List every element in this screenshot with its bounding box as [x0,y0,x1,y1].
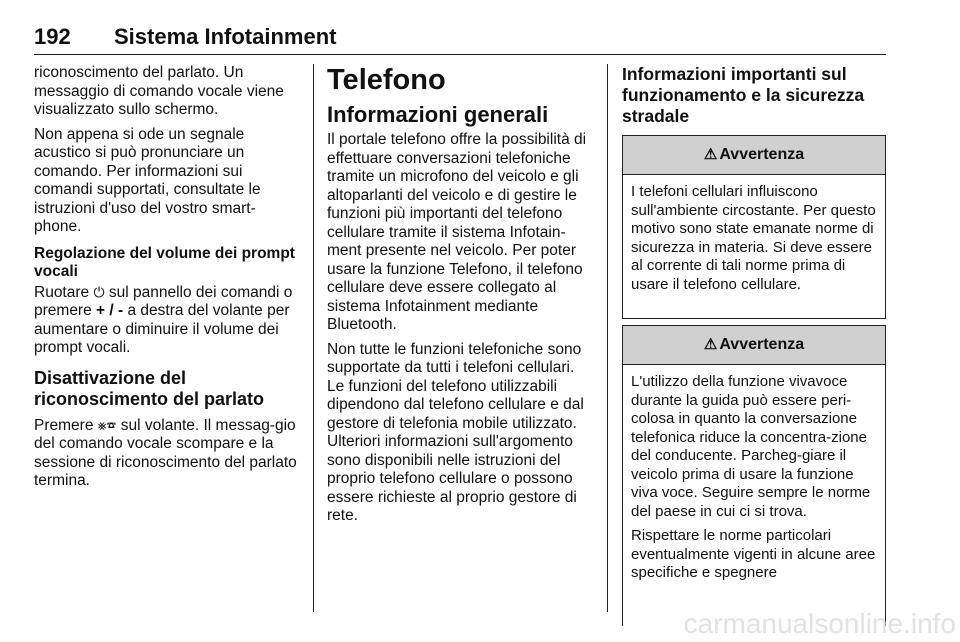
text: a destra del volante per aumentare o diminuire il volume dei prompt vocali. [34,302,290,356]
column-left [34,64,299,497]
paragraph: riconoscimento del parlato. Un messaggio di comando vocale viene visualizzato sullo schermo. [34,64,284,118]
warning-triangle-icon: ⚠ [703,146,718,163]
paragraph: Non appena si ode un segnale acustico si può pronunciare un comando. Per informazioni sui comandi supportati, consultate le istruzioni d'uso del vostro smart-phone. [34,125,261,235]
text: Ruotare [34,283,90,301]
column-divider [313,64,314,612]
page-number: 192 [34,24,71,49]
column-right [622,64,886,129]
warning-text: L'utilizzo della funzione vivavoce durante la guida può essere peri-colosa in quanto la conversazione telefonica riduce la concentra-zione del conducente. Parcheg-giare il veicolo prima di usare la funzione viva voce. Seguire sempre le norme del paese in cui ci si trova. [631,373,871,520]
warning-body [623,175,885,306]
section-subtitle: Informazioni generali [327,102,549,127]
warning-label: Avvertenza [719,146,805,163]
section-title: Sistema Infotainment [114,24,337,49]
warning-box [622,135,886,319]
subheading-disable: Disattivazione del riconoscimento del parlato [34,367,265,409]
paragraph: Non tutte le funzioni telefoniche sono supportate da tutti i telefoni cellulari. Le funzioni del telefono utilizzabili dipendono dal telefono cellulare e dal gestore di telefonia mobile utilizzato. Ulteriori informazioni sull'argomento sono disponibili nelle istruzioni del proprio telefono cellulare o possono essere richieste al proprio gestore di rete. [327,340,584,524]
warning-header [623,326,885,365]
paragraph: Il portale telefono offre la possibilità di effettuare conversazioni telefoniche tramite un microfono del veicolo e gli altoparlanti del veicolo e di gestire le funzioni più importanti del telefono cellulare tramite il sistema Infotain-ment presente nel veicolo. Per poter usare la funzione Telefono, il telefono cellulare deve essere collegato al sistema Infotainment mediante Bluetooth. [327,131,587,333]
subheading-safety: Informazioni importanti sul funzionamento e la sicurezza stradale [622,64,865,126]
warning-box [622,325,886,626]
text: sul volante. Il messag-gio del comando vocale scompare e la sessione di riconoscimento del parlato termina. [34,416,297,489]
subheading-volume: Regolazione del volume dei prompt vocali [34,244,295,280]
warning-label: Avvertenza [719,336,805,353]
warning-triangle-icon: ⚠ [703,336,718,353]
chapter-title: Telefono [327,64,446,96]
text: sul pannello dei comandi o premere [34,283,293,319]
voice-end-call-icon: ⨳☎ [97,416,117,433]
column-divider [607,64,608,612]
warning-text: I telefoni cellulari influiscono sull'ambiente circostante. Per questo motivo sono state emanate norme di sicurezza in materia. Si deve essere al corrente di tali norme prima di usare il telefono cellulare. [631,183,876,293]
warning-header [623,136,885,175]
paragraph [34,416,299,491]
warning-text: Rispettare le norme particolari eventualmente vigenti in alcune aree specifiche e spegnere [631,527,876,581]
column-middle [327,64,593,532]
power-knob-icon: ⏻ [93,283,105,300]
paragraph [34,283,299,358]
key-label: + / - [96,302,124,319]
warning-body [623,365,885,595]
text: Premere [34,416,94,434]
watermark: carmanualsonline.info [683,608,956,639]
page-header [34,24,886,55]
